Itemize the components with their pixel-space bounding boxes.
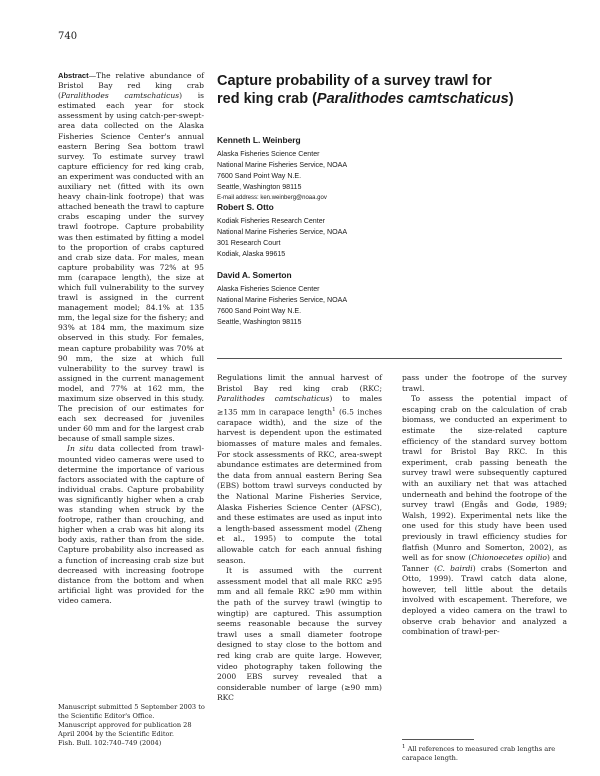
author-affiliation-line: National Marine Fisheries Service, NOAA	[217, 228, 348, 236]
section-divider	[217, 358, 562, 359]
abstract-text-1	[58, 71, 204, 443]
manuscript-approved: Manuscript approved for publication 28 April 2004 by the Scientific Editor.	[58, 721, 192, 738]
page-number: 740	[58, 31, 78, 42]
author-affiliation-line: National Marine Fisheries Service, NOAA	[217, 296, 348, 304]
body-paragraph	[217, 373, 382, 566]
author-block-2	[217, 202, 557, 260]
abstract	[58, 71, 204, 606]
text-run: ) crabs (Somerton and Otto, 1999). Trawl catch data alone, however, tell little about the details involved with escapement. Therefore, we deployed a video camera on the trawl to observe crab behavior and analyzed a combination of trawl-per-	[402, 563, 567, 637]
text-run: It is assumed with the current assessment model that all male RKC ≥95 mm and all female RKC ≥90 mm within the path of the survey trawl (wingtip to wingtip) are captured. This assumption seems reasonable because the survey trawl uses a small diameter footrope designed to stay close to the bottom and red king crab are quite large. However, video photography taken following the 2000 EBS survey revealed that a considerable number of large (≥90 mm) RKC	[217, 566, 382, 703]
abstract-paragraph-2	[58, 444, 204, 606]
text-run: ) is estimated each year for stock assessment by using catch-per-swept-area data collected on the Alaska Fisheries Science Center's annual eastern Bering Sea bottom trawl survey. To estimate survey trawl capture efficiency for red king crab, an experiment was conducted with an auxiliary net (fitted with its own heavy chain-link footrope) that was attached beneath the trawl to capture crabs escaping under the survey trawl footrope. Capture probability was then estimated by fitting a model to the proportion of crabs captured and crab size data. For males, mean capture probability was 72% at 95 mm (carapace length), the size at which full vulnerability to the survey trawl is assigned in the current management model; 84.1% at 135 mm, the legal size for the fishery; and 93% at 184 mm, the maximum size observed in this study. For females, mean capture probability was 70% at 90 mm, the size at which full vulnerability to the survey trawl is assigned in the current management model, and 77% at 162 mm, the maximum size observed in this study. The precision of our estimates for each sex decreased for juveniles under 60 mm and for the largest crab because of small sample sizes.	[58, 91, 204, 444]
article-title	[217, 72, 567, 108]
author-affiliation-line: Seattle, Washington 98115	[217, 318, 302, 326]
body-column-left	[217, 373, 382, 704]
text-run: Regulations limit the annual harvest of Bristol Bay red king crab (RKC;	[217, 373, 382, 393]
author-affiliation-line: 7600 Sand Point Way N.E.	[217, 307, 302, 315]
body-paragraph	[402, 373, 567, 394]
body-paragraph	[402, 394, 567, 638]
title-line-2-start: red king crab (	[217, 91, 317, 107]
author-block-1	[217, 135, 557, 204]
body-paragraph	[217, 566, 382, 704]
author-name: David A. Somerton	[217, 270, 292, 280]
title-species: Paralithodes camtschaticus	[316, 91, 509, 107]
author-affiliation-line: Alaska Fisheries Science Center	[217, 150, 320, 158]
author-name: Robert S. Otto	[217, 202, 274, 212]
footnote-text: All references to measured crab lengths are carapace length.	[402, 745, 556, 762]
body-column-right	[402, 373, 567, 638]
footnote-reference: 1	[332, 406, 336, 413]
title-line-1: Capture probability of a survey trawl for	[217, 73, 492, 89]
text-run: —The relative abundance of Bristol Bay red king crab (	[58, 71, 204, 101]
italic-text: C. bairdi	[436, 563, 473, 573]
title-line-2-end: )	[508, 91, 514, 107]
italic-text: Paralithodes camtschaticus	[60, 91, 180, 101]
italic-text: Paralithodes camtschaticus	[217, 394, 330, 404]
footnote-marker: 1	[402, 744, 406, 750]
text-run: data collected from trawl-mounted video cameras were used to determine the importance of various factors associated with the capture of individual crabs. Capture probability was significantly higher when a crab was standing when struck by the footrope, rather than crouching, and higher when a crab was hit along its body axis, rather than from the side. Capture probability also increased as a function of increasing crab size but decreased with increasing footrope distance from the bottom and when artificial light was provided for the video camera.	[58, 444, 204, 605]
text-run: ) and Tanner (	[402, 553, 567, 573]
citation: Fish. Bull. 102:740–749 (2004)	[58, 739, 162, 748]
text-run: (6.5 inches carapace width), and the size of the harvest is dependent upon the estimated biomasses of mature males and females. For stock assessments of RKC, area-swept abundance estimates are determined from the data from annual eastern Bering Sea (EBS) bottom trawl surveys conducted by the National Marine Fisheries Service, Alaska Fisheries Science Center (AFSC), and these estimates are used as input into a length-based assessment model (Zheng et al., 1995) to compute the total allowable catch for each annual fishing season.	[217, 407, 382, 565]
author-affiliation-line: 7600 Sand Point Way N.E.	[217, 172, 302, 180]
footnote-divider	[402, 739, 474, 740]
manuscript-submitted: Manuscript submitted 5 September 2003 to the Scientific Editor's Office.	[58, 703, 205, 720]
author-name: Kenneth L. Weinberg	[217, 135, 301, 145]
italic-text: Chionoecetes opilio	[471, 553, 547, 563]
text-run: pass under the footrope of the survey trawl.	[402, 373, 567, 393]
author-affiliation-line: Seattle, Washington 98115	[217, 183, 302, 191]
abstract-text-2	[58, 444, 204, 604]
footnote	[402, 743, 567, 762]
abstract-label: Abstract	[58, 71, 89, 80]
author-affiliation-line: Kodiak, Alaska 99615	[217, 250, 286, 258]
author-affiliation-line: 301 Research Court	[217, 239, 281, 247]
text-run: ) to males ≥135 mm in carapace length	[217, 394, 382, 417]
author-affiliation-line: Alaska Fisheries Science Center	[217, 285, 320, 293]
abstract-paragraph-1	[58, 71, 204, 444]
italic-text: In situ	[67, 444, 94, 454]
author-affiliation-line: Kodiak Fisheries Research Center	[217, 217, 326, 225]
author-block-3	[217, 270, 557, 328]
author-affiliation-line: National Marine Fisheries Service, NOAA	[217, 161, 348, 169]
text-run: To assess the potential impact of escaping crab on the calculation of crab biomass, we conducted an experiment to estimate the size-related capture efficiency of the standard survey bottom trawl for Bristol Bay RKC. In this experiment, crab passing beneath the survey trawl were subsequently captured with an auxiliary net that was attached underneath and behind the footrope of the survey trawl (Engås and Godø, 1989; Walsh, 1992). Experimental nets like the one used for this study have been used previously in trawl efficiency studies for flatfish (Munro and Somerton, 2002), as well as for snow (	[402, 394, 567, 563]
manuscript-info	[58, 703, 208, 748]
author-email: E-mail address: ken.weinberg@noaa.gov	[217, 195, 327, 201]
